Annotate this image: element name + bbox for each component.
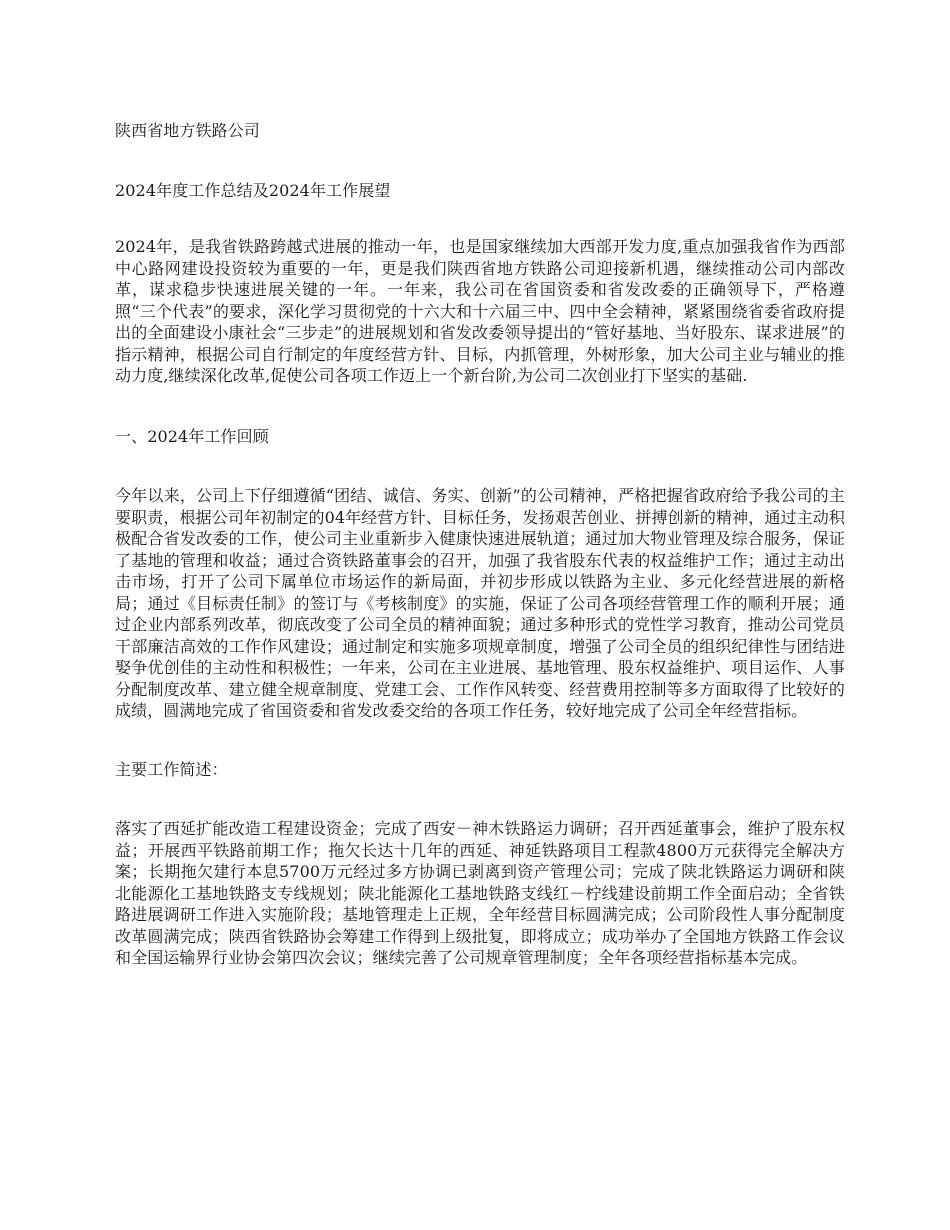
- intro-paragraph: 2024年，是我省铁路跨越式进展的推动一年，也是国家继续加大西部开发力度,重点加强我省作为西部中心路网建设投资较为重要的一年，更是我们陕西省地方铁路公司迎接新机遇，继续推动公司内部改革，谋求稳步快速进展关键的一年。一年来，我公司在省国资委和省发改委的正确领导下，严格遵照“三个代表”的要求，深化学习贯彻党的十六大和十六届三中、四中全会精神，紧紧围绕省委省政府提出的全面建设小康社会“三步走”的进展规划和省发改委领导提出的“管好基地、当好股东、谋求进展”的指示精神，根据公司自行制定的年度经营方针、目标，内抓管理，外树形象，加大公司主业与辅业的推动力度,继续深化改革,促使公司各项工作迈上一个新台阶,为公司二次创业打下坚实的基础.: [115, 237, 845, 385]
- org-title: 陕西省地方铁路公司: [115, 121, 260, 140]
- report-title: 2024年度工作总结及2024年工作展望: [115, 180, 391, 200]
- document-page: [115, 120, 845, 969]
- section-heading: 一、2024年工作回顾: [115, 426, 269, 446]
- summary-heading: 主要工作简述：: [115, 759, 228, 779]
- review-paragraph: 今年以来，公司上下仔细遵循“团结、诚信、务实、创新”的公司精神，严格把握省政府给予我公司的主要职责，根据公司年初制定的04年经营方针、目标任务，发扬艰苦创业、拼搏创新的精神，通过主动积极配合省发改委的工作，使公司主业重新步入健康快速进展轨道；通过加大物业管理及综合服务，保证了基地的管理和收益；通过合资铁路董事会的召开，加强了我省股东代表的权益维护工作；通过主动出击市场，打开了公司下属单位市场运作的新局面，并初步形成以铁路为主业、多元化经营进展的新格局；通过《目标责任制》的签订与《考核制度》的实施，保证了公司各项经营管理工作的顺利开展；通过企业内部系列改革，彻底改变了公司全员的精神面貌；通过多种形式的党性学习教育，推动公司党员干部廉洁高效的工作作风建设；通过制定和实施多项规章制度，增强了公司全员的组织纪律性与团结进娶争优创佳的主动性和积极性；一年来，公司在主业进展、基地管理、股东权益维护、项目运作、人事分配制度改革、建立健全规章制度、党建工会、工作作风转变、经营费用控制等多方面取得了比较好的成绩，圆满地完成了省国资委和省发改委交给的各项工作任务，较好地完成了公司全年经营指标。: [115, 486, 845, 720]
- summary-paragraph: 落实了西延扩能改造工程建设资金；完成了西安－神木铁路运力调研；召开西延董事会，维护了股东权益；开展西平铁路前期工作；拖欠长达十几年的西延、神延铁路项目工程款4800万元获得完全解决方案；长期拖欠建行本息5700万元经过多方协调已剥离到资产管理公司；完成了陕北铁路运力调研和陕北能源化工基地铁路支专线规划；陕北能源化工基地铁路支线红－柠线建设前期工作全面启动；全省铁路进展调研工作进入实施阶段；基地管理走上正规，全年经营目标圆满完成；公司阶段性人事分配制度改革圆满完成；陕西省铁路协会筹建工作得到上级批复，即将成立；成功举办了全国地方铁路工作会议和全国运输界行业协会第四次会议；继续完善了公司规章管理制度；全年各项经营指标基本完成。: [115, 819, 845, 967]
